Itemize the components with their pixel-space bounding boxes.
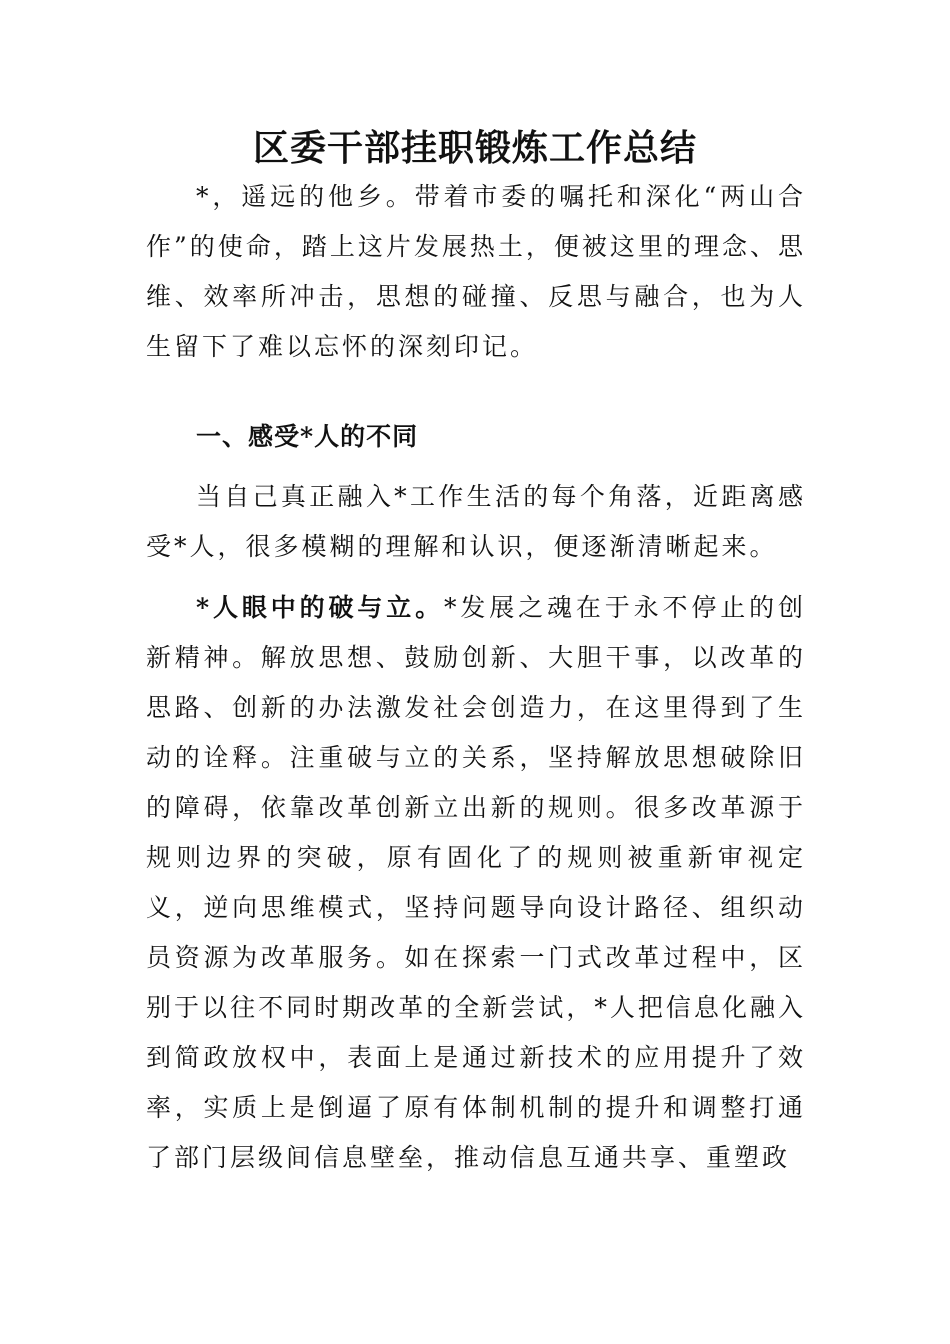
paragraph-body: *发展之魂在于永不停止的创新精神。解放思想、鼓励创新、大胆干事，以改革的思路、创新的办法激发社会创造力，在这里得到了生动的诠释。注重破与立的关系，坚持解放思想破除旧的障碍，依靠改革创新立出新的规则。很多改革源于规则边界的突破，原有固化了的规则被重新审视定义，逆向思维模式，坚持问题导向设计路径、组织动员资源为改革服务。如在探索一门式改革过程中，区别于以往不同时期改革的全新尝试，*人把信息化融入到简政放权中，表面上是通过新技术的应用提升了效率，实质上是倒逼了原有体制机制的提升和调整打通了部门层级间信息壁垒，推动信息互通共享、重塑政 <box>146 593 806 1172</box>
section-heading: 一、感受*人的不同 <box>196 422 419 451</box>
body-paragraph <box>146 583 806 1183</box>
paragraph-lead: *人眼中的破与立。 <box>196 593 444 622</box>
section-intro-paragraph: 当自己真正融入*工作生活的每个角落，近距离感受*人，很多模糊的理解和认识，便逐渐清晰起来。 <box>146 482 806 561</box>
intro-paragraph: *，遥远的他乡。带着市委的嘱托和深化“两山合作”的使命，踏上这片发展热土，便被这里的理念、思维、效率所冲击，思想的碰撞、反思与融合，也为人生留下了难以忘怀的深刻印记。 <box>146 182 806 361</box>
document-title: 区委干部挂职锻炼工作总结 <box>252 127 697 169</box>
